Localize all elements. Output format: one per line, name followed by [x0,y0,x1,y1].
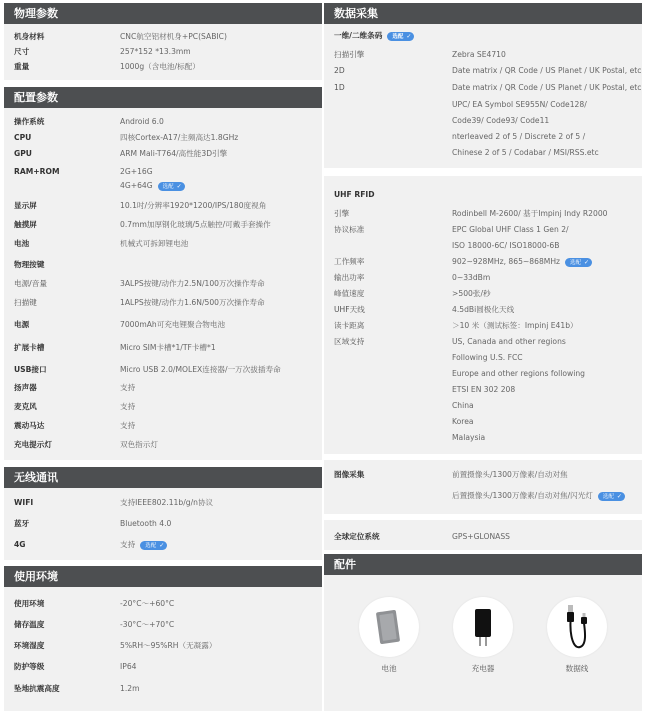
spec-value: 支持 选配 ✓ [120,540,167,550]
optional-badge: 选配 ✓ [565,258,592,267]
accessory-label: 数据线 [565,664,589,673]
spec-value: Chinese 2 of 5 / Codabar / MSI/RSS.etc [452,148,599,157]
spec-value: 0.7mm加厚钢化玻璃/5点触控/可戴手套操作 [120,220,271,229]
wireless-section-title: 无线通讯 [4,467,322,488]
spec-label: 重量 [14,62,30,71]
spec-label: USB接口 [14,365,47,374]
spec-label: 图像采集 [334,470,365,479]
spec-label: 储存温度 [14,620,45,629]
spec-label: 震动马达 [14,421,45,430]
spec-label: 使用环境 [14,599,45,608]
optional-badge: 选配 ✓ [387,32,414,41]
spec-label: 尺寸 [14,47,30,56]
spec-value: Bluetooth 4.0 [120,519,172,528]
check-icon: ✓ [584,258,590,266]
spec-label: UHF天线 [334,305,365,314]
config-section-title: 配置参数 [4,87,322,108]
spec-label: 操作系统 [14,117,45,126]
spec-label: 电源/音量 [14,279,47,288]
spec-label: 协议标准 [334,225,365,234]
spec-value: Zebra SE4710 [452,50,506,59]
spec-label: 扩展卡槽 [14,343,45,352]
spec-label: 电源 [14,320,30,329]
spec-value: ISO 18000-6C/ ISO18000-6B [452,241,560,250]
spec-label: 物理按键 [14,260,45,269]
spec-value: 支持 [120,402,136,411]
rfid-heading: UHF RFID [334,190,375,199]
spec-value: 902~928MHz, 865~868MHz 选配 ✓ [452,257,592,267]
spec-value: UPC/ EA Symbol SE955N/ Code128/ [452,100,587,109]
data-collection-section-title: 数据采集 [324,3,642,24]
usb-cable-icon [547,597,607,657]
spec-value: nterleaved 2 of 5 / Discrete 2 of 5 / [452,132,586,141]
spec-label: 扫描键 [14,298,37,307]
spec-label: 区域支持 [334,337,365,346]
spec-label: 充电提示灯 [14,440,52,449]
spec-label: 峰值速度 [334,289,365,298]
spec-value: Korea [452,417,474,426]
spec-label: WIFI [14,498,34,507]
spec-label: 全球定位系统 [334,532,380,541]
spec-value: Following U.S. FCC [452,353,523,362]
accessory-charger [448,597,518,674]
spec-value: US, Canada and other regions [452,337,566,346]
spec-value: 2G+16G [120,167,153,176]
spec-value: GPS+GLONASS [452,532,510,541]
rfid-section [324,176,642,454]
spec-label: 2D [334,66,345,75]
spec-value: >500张/秒 [452,289,491,298]
spec-value: 1000g（含电池/标配） [120,62,200,71]
check-icon: ✓ [406,32,412,40]
spec-label: 扫描引擎 [334,50,365,59]
spec-value: 机械式可拆卸锂电池 [120,239,189,248]
spec-label: CPU [14,133,32,142]
spec-value: -30°C～+70°C [120,620,175,629]
spec-value: Android 6.0 [120,117,164,126]
spec-value: ＞10 米（测试标签：Impinj E41b） [452,321,578,330]
spec-value: ETSI EN 302 208 [452,385,516,394]
environment-section-title: 使用环境 [4,566,322,587]
environment-section [4,587,322,711]
spec-label: 扬声器 [14,383,37,392]
barcode-heading: 一维/二维条码 选配 ✓ [334,31,414,41]
spec-value: Micro SIM卡槽*1/TF卡槽*1 [120,343,216,352]
spec-label: 防护等级 [14,662,45,671]
spec-value: 四核Cortex-A17/主频高达1.8GHz [120,133,239,142]
spec-value: ARM Mali-T764/高性能3D引擎 [120,149,228,158]
spec-value: 10.1吋/分辨率1920*1200/IPS/180度视角 [120,201,267,210]
check-icon: ✓ [159,541,165,549]
wireless-section [4,488,322,560]
accessory-battery [354,597,424,674]
spec-label: 显示屏 [14,201,37,210]
charger-icon [453,597,513,657]
accessory-label: 电池 [381,664,397,673]
barcode-section [324,24,642,168]
spec-value: 支持 [120,421,136,430]
optional-badge: 选配 ✓ [598,492,625,501]
spec-value: Micro USB 2.0/MOLEX连接器/一万次拔插寿命 [120,365,281,374]
spec-label: 麦克风 [14,402,37,411]
optional-badge: 选配 ✓ [140,541,167,550]
spec-value: 4.5dBi圆极化天线 [452,305,515,314]
spec-value: 257*152 *13.3mm [120,47,191,56]
spec-value: 1ALPS按键/动作力1.6N/500万次操作寿命 [120,298,265,307]
spec-value: IP64 [120,662,137,671]
spec-value: 支持IEEE802.11b/g/n协议 [120,498,214,507]
check-icon: ✓ [176,182,182,190]
accessories-section-title: 配件 [324,554,642,575]
spec-value: 7000mAh可充电锂聚合物电池 [120,320,226,329]
config-section [4,108,322,460]
accessory-usb-cable [542,597,612,674]
spec-label: 引擎 [334,209,350,218]
spec-value: Malaysia [452,433,486,442]
spec-label: 读卡距离 [334,321,365,330]
spec-value: 后置摄像头/1300万像素/自动对焦/闪光灯 选配 ✓ [452,491,625,501]
spec-label: 触摸屏 [14,220,37,229]
spec-value: 3ALPS按键/动作力2.5N/100万次操作寿命 [120,279,265,288]
physical-section-title: 物理参数 [4,3,322,24]
accessory-label: 充电器 [471,664,495,673]
spec-value: Rodinbell M-2600/ 基于Impinj Indy R2000 [452,209,608,218]
spec-label: GPU [14,149,32,158]
spec-label: 工作频率 [334,257,365,266]
spec-value: 双色指示灯 [120,440,158,449]
optional-badge: 选配 ✓ [158,182,185,191]
spec-label: 1D [334,83,345,92]
spec-value: China [452,401,474,410]
spec-label: 蓝牙 [14,519,30,528]
accessories-section [324,575,642,711]
spec-value: Date matrix / QR Code / US Planet / UK Postal, etc [452,66,642,75]
spec-label: 输出功率 [334,273,365,282]
spec-value: 4G+64G 选配 ✓ [120,181,185,191]
spec-value: CNC航空铝材机身+PC(SABIC) [120,32,227,41]
check-icon: ✓ [616,492,622,500]
spec-value: Europe and other regions following [452,369,585,378]
spec-value: 支持 [120,383,136,392]
battery-icon [359,597,419,657]
spec-label: 坠地抗震高度 [14,684,60,693]
physical-section [4,24,322,80]
spec-value: Date matrix / QR Code / US Planet / UK Postal, etc [452,83,642,92]
spec-value: -20°C～+60°C [120,599,175,608]
spec-label: 环境湿度 [14,641,45,650]
spec-value: Code39/ Code93/ Code11 [452,116,550,125]
spec-label: RAM+ROM [14,167,60,176]
spec-value: 5%RH～95%RH（无凝露） [120,641,217,650]
gps-section [324,520,642,550]
camera-section [324,460,642,514]
spec-value: 1.2m [120,684,140,693]
spec-value: 0~33dBm [452,273,491,282]
spec-label: 电池 [14,239,30,248]
spec-value: 前置摄像头/1300万像素/自动对焦 [452,470,568,479]
spec-value: EPC Global UHF Class 1 Gen 2/ [452,225,569,234]
spec-label: 4G [14,540,26,549]
spec-label: 机身材料 [14,32,45,41]
